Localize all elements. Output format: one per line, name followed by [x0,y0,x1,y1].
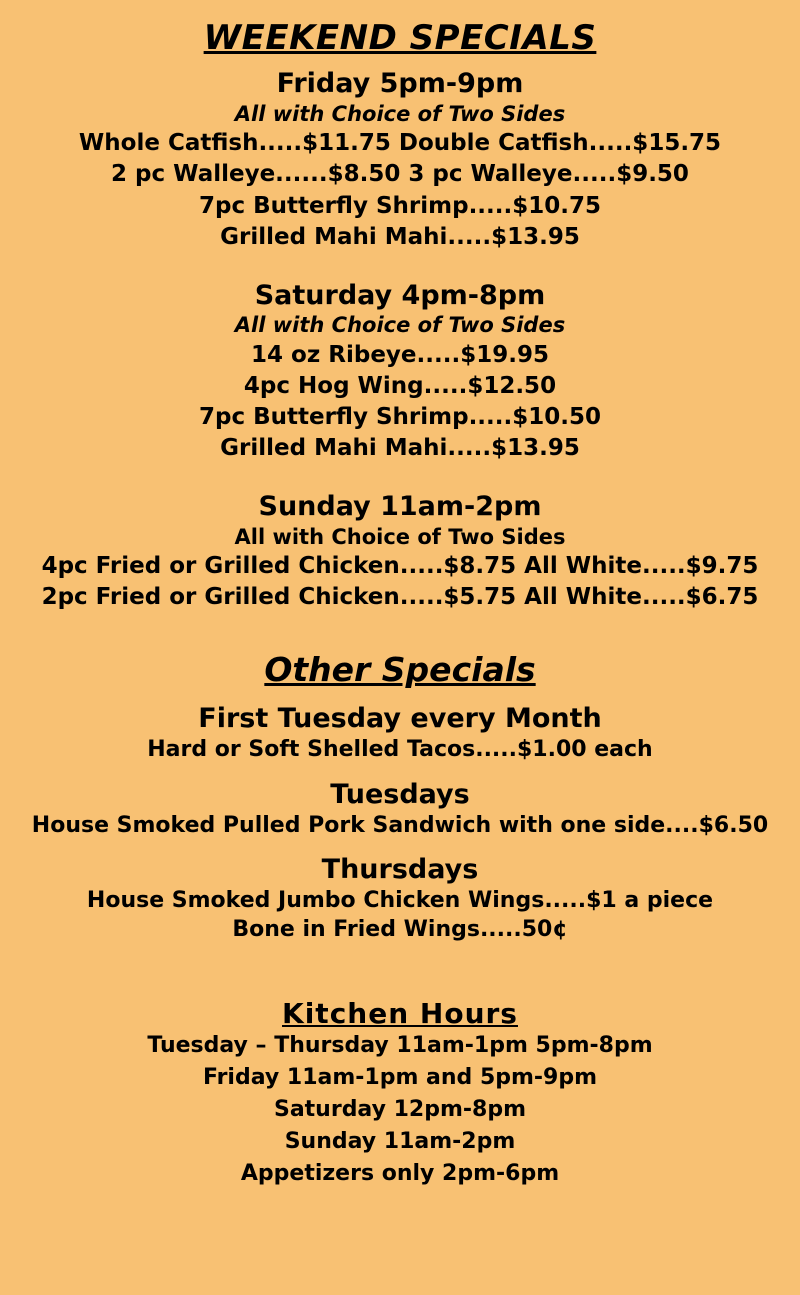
section-sunday [0,490,800,613]
day-heading-saturday: Saturday 4pm-8pm [254,279,546,311]
menu-page [0,20,800,1295]
section-tuesdays [0,777,800,841]
hours-line: Tuesday – Thursday 11am-1pm 5pm-8pm [147,1033,653,1059]
section-kitchen-hours [0,997,800,1190]
spacer [0,840,800,852]
menu-item: 2 pc Walleye......$8.50 3 pc Walleye.....$9.50 [111,161,689,188]
menu-item: Grilled Mahi Mahi.....$13.95 [220,223,580,250]
spacer [0,253,800,279]
menu-item: 14 oz Ribeye.....$19.95 [251,341,549,368]
day-heading-friday: Friday 5pm-9pm [276,68,524,100]
menu-item: 2pc Fried or Grilled Chicken.....$5.75 All White.....$6.75 [41,583,759,610]
menu-item: House Smoked Pulled Pork Sandwich with one side....$6.50 [31,812,769,838]
menu-item: House Smoked Jumbo Chicken Wings.....$1 a piece [86,888,714,914]
menu-item: 4pc Hog Wing.....$12.50 [243,372,557,399]
day-heading-thursdays: Thursdays [321,854,479,886]
section-saturday [0,279,800,464]
menu-item: 7pc Butterfly Shrimp.....$10.75 [198,192,602,219]
day-heading-first-tuesday: First Tuesday every Month [198,702,602,734]
spacer [0,765,800,777]
menu-item: 7pc Butterfly Shrimp.....$10.50 [198,403,602,430]
menu-item: Hard or Soft Shelled Tacos.....$1.00 each [147,737,653,763]
spacer [0,613,800,651]
sides-note-sunday: All with Choice of Two Sides [234,524,566,549]
hours-line: Saturday 12pm-8pm [273,1096,527,1122]
sides-note-friday: All with Choice of Two Sides [234,102,566,127]
section-thursdays [0,852,800,944]
other-specials-title: Other Specials [264,650,536,689]
menu-item: Whole Catfish.....$11.75 Double Catfish.....$15.75 [78,130,722,157]
kitchen-hours-title: Kitchen Hours [282,996,518,1030]
menu-item: 4pc Fried or Grilled Chicken.....$8.75 All White.....$9.75 [41,552,759,579]
menu-item: Grilled Mahi Mahi.....$13.95 [220,434,580,461]
spacer [0,464,800,490]
spacer [0,689,800,701]
section-first-tuesday [0,701,800,765]
day-heading-sunday: Sunday 11am-2pm [258,490,542,522]
day-heading-tuesdays: Tuesdays [330,778,470,810]
hours-line: Friday 11am-1pm and 5pm-9pm [202,1065,598,1091]
spacer [0,945,800,997]
menu-item: Bone in Fried Wings.....50¢ [232,917,568,942]
hours-line: Appetizers only 2pm-6pm [240,1160,560,1186]
sides-note-saturday: All with Choice of Two Sides [234,313,566,338]
page-title: WEEKEND SPECIALS [203,18,597,58]
section-friday [0,67,800,252]
hours-line: Sunday 11am-2pm [284,1128,516,1154]
